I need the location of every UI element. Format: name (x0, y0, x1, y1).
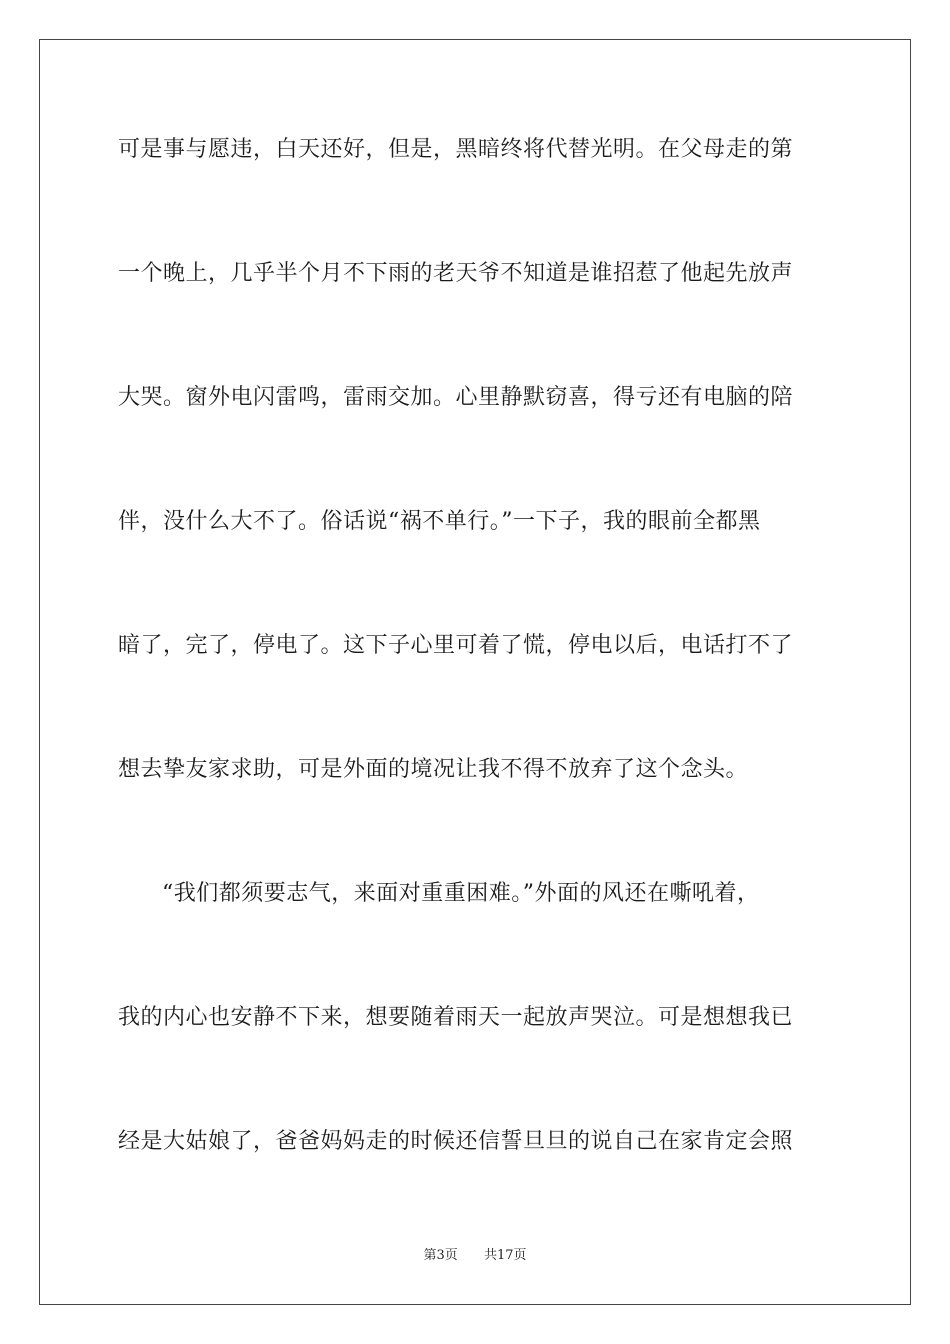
page-border (39, 39, 911, 1305)
text-line: 想去挚友家求助，可是外面的境况让我不得不放弃了这个念头。 (118, 757, 749, 782)
total-pages: 共17页 (484, 1248, 527, 1263)
text-line: 我的内心也安静不下来，想要随着雨天一起放声哭泣。可是想想我已 (118, 1005, 794, 1030)
text-line: 经是大姑娘了，爸爸妈妈走的时候还信誓旦旦的说自己在家肯定会照 (118, 1129, 794, 1154)
text-line: 暗了，完了，停电了。这下子心里可着了慌，停电以后，电话打不了 (118, 633, 794, 658)
text-line: 一个晚上，几乎半个月不下雨的老天爷不知道是谁招惹了他起先放声 (118, 261, 794, 286)
paragraph-first-line: “我们都须要志气，来面对重重困难。”外面的风还在嘶吼着， (162, 881, 760, 906)
page-number: 第3页 (423, 1248, 458, 1263)
page-footer (0, 1247, 950, 1265)
text-line: 大哭。窗外电闪雷鸣，雷雨交加。心里静默窃喜，得亏还有电脑的陪 (118, 385, 794, 410)
text-line: 可是事与愿违，白天还好，但是，黑暗终将代替光明。在父母走的第 (118, 137, 794, 162)
text-line: 伴，没什么大不了。俗话说“祸不单行。”一下子，我的眼前全都黑 (118, 509, 761, 534)
